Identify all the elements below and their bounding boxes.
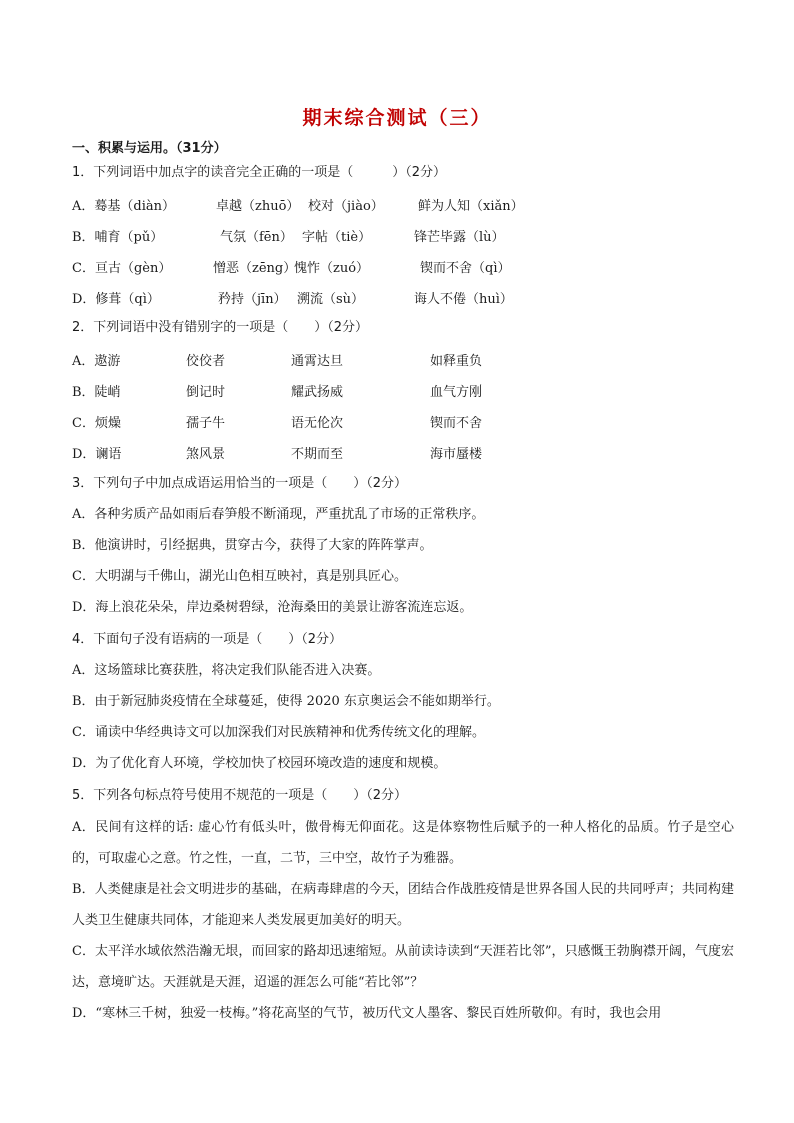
question-3-option-d: D．海上浪花朵朵，岸边桑树碧绿，沧海桑田的美景让游客流连忘返。 xyxy=(72,600,473,615)
option-cell: 语无伦次 xyxy=(291,416,344,431)
question-1-stem: 1．下列词语中加点字的读音完全正确的一项是（ ）（2分） xyxy=(72,165,447,180)
option-cell: 诲人不倦（huì） xyxy=(414,292,513,307)
option-cell: 煞风景 xyxy=(186,447,226,462)
question-4-option-d: D．为了优化育人环境，学校加快了校园环境改造的速度和规模。 xyxy=(72,756,447,771)
option-cell: 锲而不舍（qì） xyxy=(420,261,511,276)
option-cell: A．遨游 xyxy=(72,354,121,369)
question-5-stem: 5．下列各句标点符号使用不规范的一项是（ ）（2分） xyxy=(72,788,408,803)
option-cell: 如释重负 xyxy=(430,354,483,369)
section-heading: 一、积累与运用。（31分） xyxy=(72,141,227,156)
option-cell: 孺子牛 xyxy=(186,416,226,431)
question-1-option-b xyxy=(72,226,732,244)
question-5-option-d: D．“寒林三千树，独爱一枝梅。”将花高坚的气节，被历代文人墨客、黎民百姓所敬仰。有时，我也会用 xyxy=(72,1006,662,1021)
question-5-option-a: A．民间有这样的话: 虚心竹有低头叶，傲骨梅无仰面花。这是体察物性后赋予的一种人格化的品质。竹子是空心的，可取虚心之意。竹之性，一直，二节，三中空，故竹子为雅器。 xyxy=(72,820,734,866)
option-cell: 锲而不舍 xyxy=(430,416,483,431)
question-3-option-a: A．各种劣质产品如雨后春笋般不断涌现，严重扰乱了市场的正常秩序。 xyxy=(72,507,485,522)
question-3-stem: 3．下列句子中加点成语运用恰当的一项是（ ）（2分） xyxy=(72,476,408,491)
option-cell: 倒记时 xyxy=(186,385,226,400)
option-cell: D．修葺（qì） xyxy=(72,292,160,307)
option-cell: 矜持（jīn） xyxy=(218,292,287,307)
option-cell: 愧怍（zuó） xyxy=(294,261,370,276)
page-title: 期末综合测试（三） xyxy=(302,107,492,129)
option-cell: B．陡峭 xyxy=(72,385,121,400)
question-5-option-c: C．太平洋水域依然浩瀚无垠，而回家的路却迅速缩短。从前读诗读到“天涯若比邻”，只感慨王勃胸襟开阔，气度宏达，意境旷达。天涯就是天涯，迢遥的涯怎么可能“若比邻”？ xyxy=(72,944,734,990)
question-2-option-b xyxy=(72,381,732,399)
question-2-option-d xyxy=(72,443,732,461)
option-cell: B．哺育（pǔ） xyxy=(72,230,164,245)
option-cell: 锋芒毕露（lù） xyxy=(414,230,505,245)
question-2-stem: 2．下列词语中没有错别字的一项是（ ）（2分） xyxy=(72,320,369,335)
question-4-option-a: A．这场篮球比赛获胜，将决定我们队能否进入决赛。 xyxy=(72,663,381,678)
question-1-option-c xyxy=(72,257,732,275)
option-cell: C．亘古（gèn） xyxy=(72,261,172,276)
question-3-option-b: B．他演讲时，引经据典，贯穿古今，获得了大家的阵阵掌声。 xyxy=(72,538,433,553)
question-4-option-b: B．由于新冠肺炎疫情在全球蔓延，使得 2020 东京奥运会不能如期举行。 xyxy=(72,694,500,709)
option-cell: A．蓦基（diàn） xyxy=(72,199,175,214)
question-1-option-a xyxy=(72,195,732,213)
question-5-option-b: B．人类健康是社会文明进步的基础，在病毒肆虐的今天，团结合作战胜疫情是世界各国人民的共同呼声；共同构建人类卫生健康共同体，才能迎来人类发展更加美好的明天。 xyxy=(72,882,734,928)
question-1-option-d xyxy=(72,288,732,306)
option-cell: 校对（jiào） xyxy=(308,199,384,214)
option-cell: D．谰语 xyxy=(72,447,122,462)
option-cell: 不期而至 xyxy=(291,447,344,462)
option-cell: 耀武扬威 xyxy=(291,385,344,400)
option-cell: 憎恶（zēng） xyxy=(213,261,297,276)
option-cell: C．烦燥 xyxy=(72,416,121,431)
question-4-option-c: C．诵读中华经典诗文可以加深我们对民族精神和优秀传统文化的理解。 xyxy=(72,725,485,740)
option-cell: 溯流（sù） xyxy=(297,292,365,307)
option-cell: 鲜为人知（xiǎn） xyxy=(418,199,524,214)
option-cell: 通霄达旦 xyxy=(291,354,344,369)
question-4-stem: 4．下面句子没有语病的一项是（ ）（2分） xyxy=(72,632,343,647)
question-2-option-a xyxy=(72,350,732,368)
option-cell: 气氛（fēn） xyxy=(220,230,293,245)
option-cell: 字帖（tiè） xyxy=(302,230,372,245)
option-cell: 佼佼者 xyxy=(186,354,226,369)
option-cell: 海市蜃楼 xyxy=(430,447,483,462)
option-cell: 血气方刚 xyxy=(430,385,483,400)
question-2-option-c xyxy=(72,412,732,430)
option-cell: 卓越（zhuō） xyxy=(216,199,300,214)
question-3-option-c: C．大明湖与千佛山，湖光山色相互映衬，真是别具匠心。 xyxy=(72,569,407,584)
